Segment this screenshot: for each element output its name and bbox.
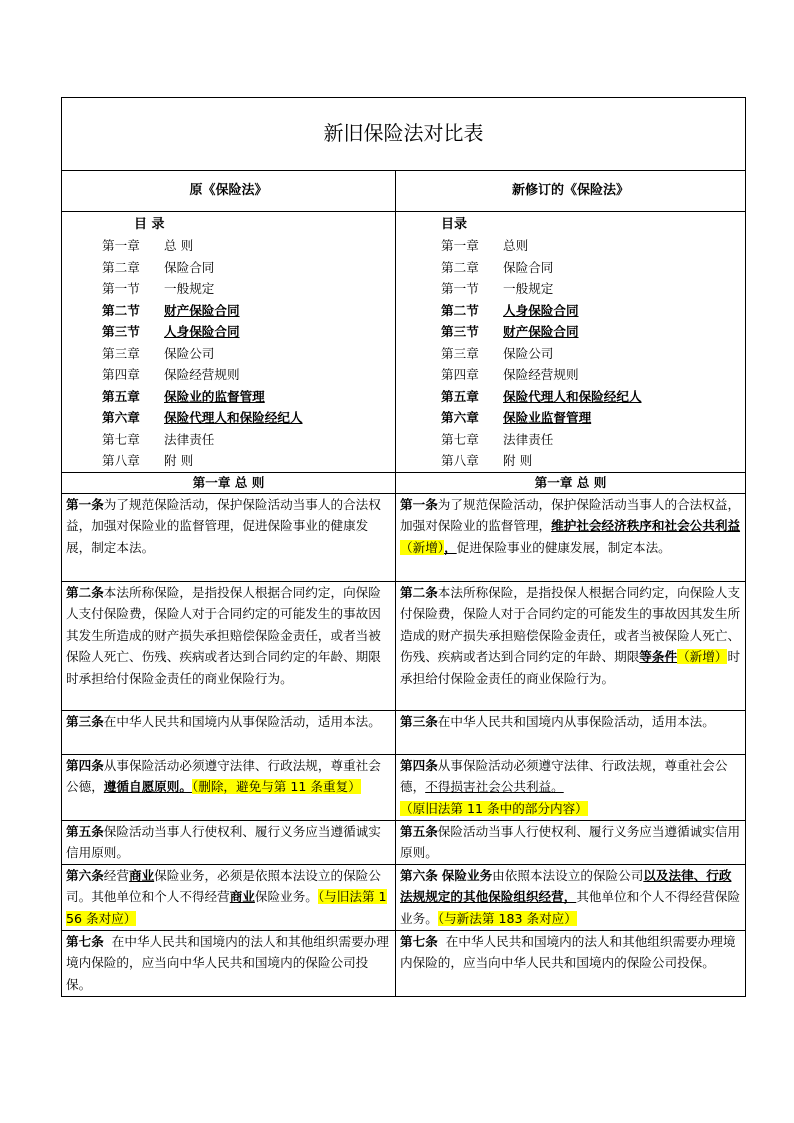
article-1-old xyxy=(62,493,396,581)
article-label: 第一条 xyxy=(66,496,104,512)
toc-old-list xyxy=(66,235,392,472)
article-text: 在中华人民共和国境内从事保险活动，适用本法。 xyxy=(103,713,381,729)
toc-item-title: 保险代理人和保险经纪人 xyxy=(503,388,642,404)
article-1-new xyxy=(396,493,746,581)
toc-item-title: 保险业监督管理 xyxy=(503,410,592,425)
toc-item-number: 第一节 xyxy=(441,281,479,296)
article-4-old xyxy=(62,754,396,820)
article-label: 第二条 xyxy=(400,584,438,600)
annotation-note: （原旧法第 11 条中的部分内容） xyxy=(400,800,588,816)
article-text: 从事保险活动必须遵守法律、行政法规，尊重社会公德， xyxy=(400,757,728,794)
toc-item-title: 财产保险合同 xyxy=(503,324,579,339)
article-text: 经营 xyxy=(103,867,129,883)
annotation-note: （与新法第 183 条对应） xyxy=(437,910,577,926)
article-6-new xyxy=(396,864,746,930)
article-2-new xyxy=(396,581,746,710)
article-label: 第三条 xyxy=(66,713,104,729)
toc-item xyxy=(441,364,742,386)
toc-item-title: 财产保险合同 xyxy=(164,302,240,318)
toc-item xyxy=(441,429,742,451)
article-text: 其他单位和个人不得经营保险业务。 xyxy=(400,889,741,926)
comparison-table xyxy=(61,97,746,997)
toc-item-number: 第三节 xyxy=(102,324,140,339)
article-label: 第六条 xyxy=(400,867,438,883)
toc-item xyxy=(102,386,392,408)
column-header-new: 新修订的《保险法》 xyxy=(396,171,746,212)
annotation-note: （新增） xyxy=(677,649,728,664)
toc-item-number: 第一章 xyxy=(441,238,479,253)
toc-item-title: 总则 xyxy=(503,238,529,253)
toc-item-title: 保险合同 xyxy=(503,259,554,275)
article-label: 第五条 xyxy=(66,823,104,839)
toc-item-number: 第二章 xyxy=(441,259,479,275)
toc-item-title: 法律责任 xyxy=(164,431,215,447)
toc-item-number: 第七章 xyxy=(102,431,140,447)
annotation-note: （与旧法第 156 条对应） xyxy=(66,889,387,926)
toc-item xyxy=(441,343,742,365)
toc-item-title: 一般规定 xyxy=(503,281,554,296)
toc-item-title: 保险代理人和保险经纪人 xyxy=(164,410,303,425)
toc-item xyxy=(102,235,392,257)
chapter-heading-new: 第一章 总 则 xyxy=(396,472,746,493)
article-label: 第三条 xyxy=(400,713,438,729)
toc-item-title: 保险业的监督管理 xyxy=(164,388,265,404)
toc-item-number: 第四章 xyxy=(102,367,140,382)
article-label: 第七条 xyxy=(66,933,104,949)
article-text: 保险活动当事人行使权利、履行义务应当遵循诚实信用原则。 xyxy=(66,823,381,860)
toc-item xyxy=(102,364,392,386)
article-text: 为了规范保险活动，保护保险活动当事人的合法权益，加强对保险业的监督管理，促进保险事业的健康发展，制定本法。 xyxy=(66,496,381,555)
toc-new-heading: 目录 xyxy=(441,217,468,232)
toc-item-title: 附 则 xyxy=(164,453,194,468)
article-7-old xyxy=(62,930,396,996)
toc-item-title: 法律责任 xyxy=(503,431,554,447)
toc-item-number: 第四章 xyxy=(441,367,479,382)
added-text: 以及法律、行政法规规定的其他保险组织经营， xyxy=(400,867,732,904)
toc-old-heading: 目 录 xyxy=(134,217,165,232)
article-label: 第四条 xyxy=(400,757,438,773)
toc-item-title: 人身保险合同 xyxy=(164,324,240,339)
article-text: 由依照本法设立的保险公司 xyxy=(492,867,644,883)
article-label: 第七条 xyxy=(400,933,438,949)
toc-item xyxy=(102,321,392,343)
annotation-note: （新增） xyxy=(400,539,445,555)
toc-item xyxy=(102,257,392,279)
deleted-text: 商业 xyxy=(229,889,255,904)
article-text: 在中华人民共和国境内的法人和其他组织需要办理境内保险的，应当向中华人民共和国境内的保险公司投保。 xyxy=(400,933,736,970)
toc-item-number: 第五章 xyxy=(441,388,479,404)
toc-item xyxy=(102,300,392,322)
deleted-text: 商业 xyxy=(128,867,155,883)
toc-item-number: 第三章 xyxy=(441,345,479,361)
article-label: 第六条 xyxy=(66,867,104,883)
toc-item-title: 保险公司 xyxy=(503,345,554,361)
toc-item-title: 保险合同 xyxy=(164,259,215,275)
article-4-new xyxy=(396,754,746,820)
added-text: 等条件 xyxy=(639,649,678,664)
toc-item-title: 保险经营规则 xyxy=(164,367,240,382)
article-label: 第五条 xyxy=(400,823,438,839)
moved-text: 不得损害社会公共利益。 xyxy=(425,779,564,794)
toc-item-number: 第二节 xyxy=(441,302,479,318)
deleted-text: 遵循自愿原则。 xyxy=(103,779,192,794)
article-text: 从事保险活动必须遵守法律、行政法规，尊重社会公德， xyxy=(66,757,381,794)
document-title: 新旧保险法对比表 xyxy=(62,98,746,171)
toc-item-number: 第五章 xyxy=(102,388,140,404)
toc-item-title: 总 则 xyxy=(164,238,194,253)
article-text: 在中华人民共和国境内的法人和其他组织需要办理境内保险的，应当向中华人民共和国境内的保险公司投保。 xyxy=(66,933,389,992)
toc-item-title: 保险经营规则 xyxy=(503,367,579,382)
toc-item xyxy=(441,321,742,343)
article-2-old xyxy=(62,581,396,710)
article-text: 时承担给付保险金责任的商业保险行为。 xyxy=(400,649,741,686)
toc-item xyxy=(102,278,392,300)
toc-item xyxy=(441,450,742,472)
toc-item xyxy=(441,257,742,279)
toc-item xyxy=(441,235,742,257)
article-text: 本法所称保险，是指投保人根据合同约定，向保险人支付保险费，保险人对于合同约定的可能发生的事故因其发生所造成的财产损失承担赔偿保险金责任，或者当被保险人死亡、伤残、疾病或者达到合同约定的年龄、期限 xyxy=(400,584,741,664)
toc-item-number: 第一节 xyxy=(102,281,140,296)
toc-item-number: 第八章 xyxy=(102,453,140,468)
article-text: 保险业务，必须是依照本法设立的保险公司。其他单位和个人不得经营 xyxy=(66,867,381,904)
article-label: 第四条 xyxy=(66,757,104,773)
article-text: 保险活动当事人行使权利、履行义务应当遵循诚实信用原则。 xyxy=(400,823,741,860)
toc-old xyxy=(62,212,396,473)
toc-new xyxy=(396,212,746,473)
toc-item xyxy=(441,278,742,300)
chapter-heading-old: 第一章 总 则 xyxy=(62,472,396,493)
toc-item xyxy=(102,429,392,451)
column-header-old: 原《保险法》 xyxy=(62,171,396,212)
toc-item-number: 第八章 xyxy=(441,453,479,468)
toc-new-list xyxy=(400,235,742,472)
toc-item-number: 第一章 xyxy=(102,238,140,253)
article-3-old xyxy=(62,710,396,754)
article-5-old xyxy=(62,820,396,864)
article-text: 本法所称保险，是指投保人根据合同约定，向保险人支付保险费，保险人对于合同约定的可能发生的事故因其发生所造成的财产损失承担赔偿保险金责任，或者当被保险人死亡、伤残、疾病或者达到合同约定的年龄、期限时承担给付保险金责任的商业保险行为。 xyxy=(66,584,381,686)
article-7-new xyxy=(396,930,746,996)
comparison-document xyxy=(61,97,745,997)
toc-item-number: 第二章 xyxy=(102,259,140,275)
added-text: ， xyxy=(444,539,457,555)
annotation-note: （删除，避免与第 11 条重复） xyxy=(191,779,361,794)
article-text: 为了规范保险活动，保护保险活动当事人的合法权益，加强对保险业的监督管理， xyxy=(400,496,741,533)
toc-item-number: 第三节 xyxy=(441,324,479,339)
toc-item xyxy=(441,407,742,429)
toc-item-number: 第三章 xyxy=(102,345,140,361)
article-6-old xyxy=(62,864,396,930)
toc-item xyxy=(102,407,392,429)
added-text: 维护社会经济秩序和社会公共利益 xyxy=(551,518,741,533)
toc-item-title: 一般规定 xyxy=(164,281,215,296)
toc-item-title: 保险公司 xyxy=(164,345,215,361)
toc-item xyxy=(102,450,392,472)
toc-item-title: 附 则 xyxy=(503,453,533,468)
toc-item xyxy=(102,343,392,365)
toc-item-number: 第七章 xyxy=(441,431,479,447)
article-5-new xyxy=(396,820,746,864)
article-label: 第二条 xyxy=(66,584,104,600)
toc-item-number: 第二节 xyxy=(102,302,140,318)
article-label: 第一条 xyxy=(400,496,438,512)
article-text: 在中华人民共和国境内从事保险活动，适用本法。 xyxy=(437,713,715,729)
toc-item-number: 第六章 xyxy=(441,410,479,425)
toc-item xyxy=(441,300,742,322)
article-text-bold: 保险业务 xyxy=(441,867,493,883)
article-text: 保险业务。 xyxy=(254,889,318,904)
toc-item-number: 第六章 xyxy=(102,410,140,425)
article-3-new xyxy=(396,710,746,754)
article-text: 促进保险事业的健康发展，制定本法。 xyxy=(456,539,671,555)
toc-item xyxy=(441,386,742,408)
toc-item-title: 人身保险合同 xyxy=(503,302,579,318)
